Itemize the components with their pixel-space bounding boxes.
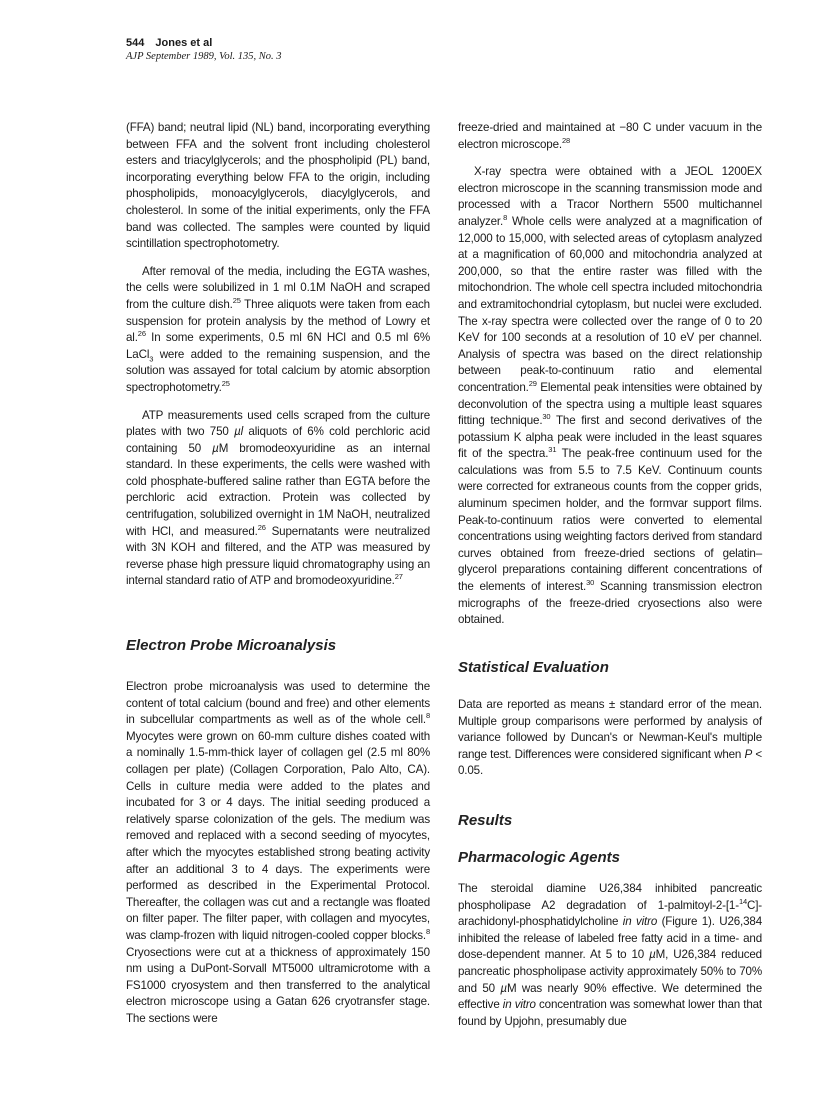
section-heading-electron-probe: Electron Probe Microanalysis <box>126 637 337 654</box>
paragraph-freeze-dried: freeze-dried and maintained at −80 C under vacuum in the electron microscope.$^{28}$ <box>458 121 762 151</box>
page-number: 544 <box>126 37 145 49</box>
paragraph-atp-measurement: ATP measurements used cells scraped from the culture plates with two 750 µl aliquots of 6% cold perchloric acid containing 50 µM bromodeoxyuridine as an internal standard. In these experiments, the cells were washed with cold phosphate-buffered saline rather than EGTA before the perchloric acid extraction. Protein was collected by centrifugation, solubilized overnight in 1M NaOH, neutralized with HCl, and measured.$^{26}$ Supernatants were neutralized with 3N KOH and filtered, and the ATP was measured by reverse phase high pressure liquid chromatography using an internal standard ratio of ATP and bromodeoxyuridine.$^{27}$ <box>126 408 430 588</box>
left-column-lower <box>126 679 430 1038</box>
subsection-heading-pharmacologic: Pharmacologic Agents <box>458 849 620 866</box>
running-authors: Jones et al <box>155 37 213 49</box>
journal-citation: AJP September 1989, Vol. 135, No. 3 <box>126 51 282 62</box>
right-column <box>458 120 762 640</box>
right-column-stats <box>458 697 762 791</box>
header-line <box>126 36 282 50</box>
paragraph-u26384: The steroidal diamine U26,384 inhibited pancreatic phospholipase A2 degradation of 1-palmitoyl-2-[1-$^{14}$C]-arachidonyl-phosphatidylcholine in vitro (Figure 1). U26,384 inhibited the release of labeled free fatty acid in a time- and dose-dependent manner. At 5 to 10 µM, U26,384 reduced pancreatic phospholipase activity approximately 50% to 70% and 50 µM was nearly 90% effective. We determined the effective in vitro concentration was somewhat lower than that found by Upjohn, presumably due <box>458 882 762 1028</box>
paragraph-calcium-assay: After removal of the media, including the EGTA washes, the cells were solubilized in 1 ml 0.1M NaOH and scraped from the culture dish.$^{25}$ Three aliquots were taken from each suspension for protein analysis by the method of Lowry et al.$^{26}$ In some experiments, 0.5 ml 6N HCl and 0.5 ml 6% LaCl$_3$ were added to the remaining suspension, and the solution was assayed for total calcium by atomic absorption spectrophotometry.$^{25}$ <box>126 264 430 394</box>
section-heading-statistical: Statistical Evaluation <box>458 659 609 676</box>
left-column <box>126 120 430 601</box>
paragraph-xray-spectra: X-ray spectra were obtained with a JEOL 1200EX electron microscope in the scanning transmission mode and processed with a Tracor Northern 5500 multichannel analyzer.$^8$ Whole cells were analyzed at a magnification of 12,000 to 15,000, with selected areas of cytoplasm analyzed at a magnification of 60,000 and mitochondria analyzed at 200,000, so that the entire raster was filled with the mitochondrion. The whole cell spectra included mitochondria and extramitochondrial cytoplasm, but nuclei were excluded. The x-ray spectra were collected over the range of 0 to 20 KeV for 100 seconds at a resolution of 10 eV per channel. Analysis of spectra was based on the direct relationship between peak-to-continuum ratio and elemental concentration.$^{29}$ Elemental peak intensities were obtained by deconvolution of the spectra using a multiple least squares fitting technique.$^{30}$ The first and second derivatives of the potassium K alpha peak were included in the least squares fit of the spectra.$^{31}$ The peak-free continuum used for the calculations was from 5.5 to 7.5 KeV. Continuum counts were corrected for extraneous counts from the copper grids, aluminum specimen holder, and the formvar support films. Peak-to-continuum ratios were converted to elemental concentrations using weighting factors derived from standard curves obtained from freeze-dried sections of gelatin–glycerol preparations containing different concentrations of the elements of interest.$^{30}$ Scanning transmission electron micrographs of the freeze-dried cryosections also were obtained. <box>458 165 763 627</box>
running-header <box>126 36 282 63</box>
paragraph-lipid-bands: (FFA) band; neutral lipid (NL) band, incorporating everything between FFA and the solvent front including cholesterol esters and triacylglycerols; and the phospholipid (PL) band, incorporating everything below FFA to the origin, including phospholipids, monoacylglycerols, diacylglycerols, and cholesterol. In some of the initial experiments, only the FFA band was collected. The samples were counted by liquid scintillation spectrophotometry. <box>126 121 430 251</box>
paragraph-electron-probe: Electron probe microanalysis was used to determine the content of total calcium (bound and free) and other elements in subcellular compartments as well as of the whole cell.$^8$ Myocytes were grown on 60-mm culture dishes coated with a nominally 1.5-mm-thick layer of collagen gel (2.5 ml 80% collagen per plate) (Collagen Corporation, Palo Alto, CA). Cells in culture media were added to the plates and incubated for 3 or 4 days. The initial seeding produced a relatively sparse colonization of the gels. The medium was removed and replaced with a second seeding of myocytes, after which the myocytes established strong beating activity after an additional 3 to 4 days. The experiments were performed as described in the Experimental Protocol. Thereafter, the collagen was cut and a rectangle was floated on filter paper. The filter paper, with collagen and myocytes, was clamp-frozen with liquid nitrogen-cooled copper blocks.$^8$ Cryosections were cut at a thickness of approximately 150 nm using a DuPont-Sorvall MT5000 ultramicrotome with a FS1000 cryosystem and then transferred to the analytical electron microscope using a Gatan 626 cryotransfer stage. The sections were <box>126 680 430 1025</box>
right-column-results <box>458 881 762 1041</box>
section-heading-results: Results <box>458 812 513 829</box>
paragraph-statistics: Data are reported as means ± standard error of the mean. Multiple group comparisons were performed by analysis of variance followed by Duncan's or Newman-Keul's multiple range test. Differences were considered significant when P < 0.05. <box>458 698 762 778</box>
